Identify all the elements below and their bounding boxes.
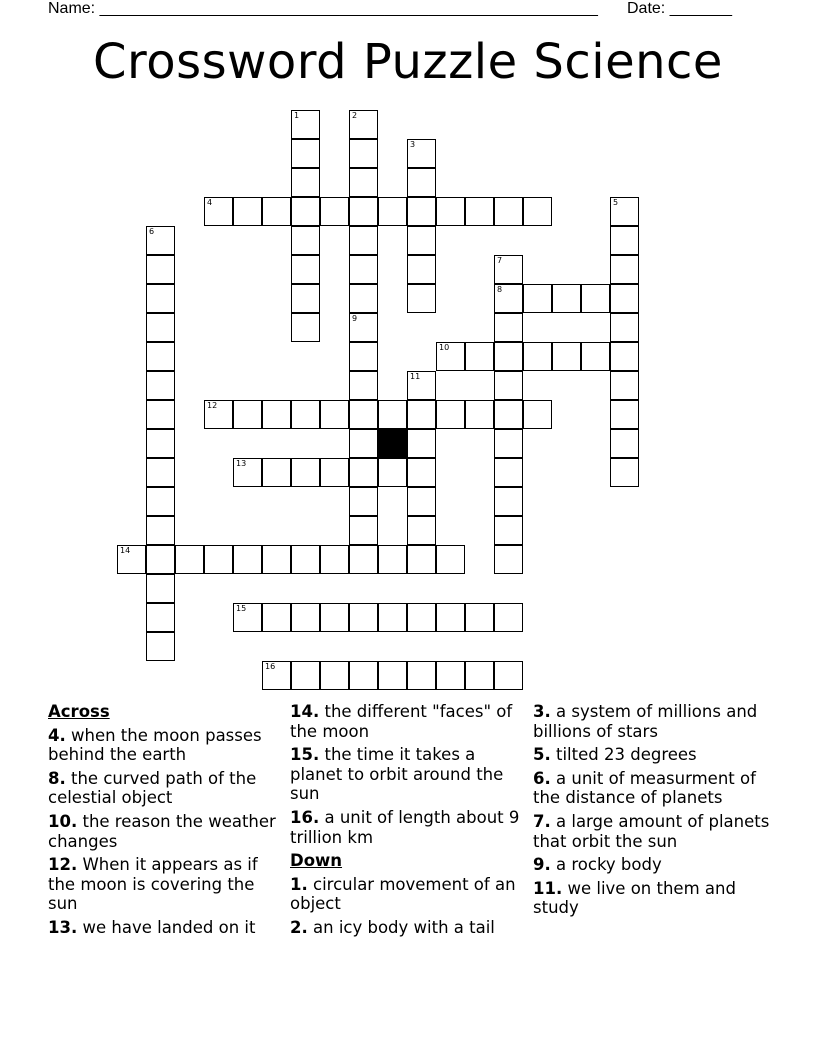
grid-cell[interactable] [146,342,175,371]
grid-cell[interactable] [291,313,320,342]
grid-cell[interactable] [146,429,175,458]
grid-cell[interactable] [349,284,378,313]
grid-cell[interactable] [494,516,523,545]
clue-down-1: 1. circular movement of an object [290,874,516,914]
grid-cell[interactable] [291,139,320,168]
grid-cell[interactable] [523,197,552,226]
clue-down-2: 2. an icy body with a tail [290,917,495,937]
grid-cell[interactable] [291,545,320,574]
clue-across-4: 4. when the moon passes behind the earth [48,725,262,765]
grid-cell[interactable] [494,197,523,226]
grid-cell[interactable] [378,661,407,690]
grid-cell[interactable] [465,603,494,632]
grid-cell[interactable] [291,603,320,632]
grid-cell[interactable] [349,545,378,574]
grid-cell[interactable] [349,661,378,690]
grid-cell[interactable] [146,400,175,429]
grid-cell[interactable] [436,603,465,632]
black-cell [378,429,407,458]
grid-cell[interactable] [146,284,175,313]
grid-cell[interactable] [378,545,407,574]
grid-cell[interactable] [204,400,233,429]
clue-down-7: 7. a large amount of planets that orbit the sun [533,811,770,851]
grid-cell[interactable] [494,313,523,342]
grid-cell[interactable] [146,545,175,574]
grid-cell[interactable] [146,574,175,603]
clue-across-8: 8. the curved path of the celestial object [48,768,257,808]
grid-cell[interactable] [407,487,436,516]
grid-cell[interactable] [494,400,523,429]
grid-cell[interactable] [494,487,523,516]
grid-cell[interactable] [407,429,436,458]
grid-cell[interactable] [552,284,581,313]
clue-down-11: 11. we live on them and study [533,878,736,918]
grid-cell[interactable] [610,429,639,458]
name-field-label: Name: ________________________________________________________ [48,0,598,17]
grid-cell[interactable] [349,400,378,429]
grid-cell[interactable] [407,168,436,197]
clue-number: 11 [410,372,421,381]
grid-cell[interactable] [378,197,407,226]
grid-cell[interactable] [291,661,320,690]
clue-number: 8 [497,285,503,294]
grid-cell[interactable] [581,342,610,371]
grid-cell[interactable] [378,603,407,632]
clue-column-2 [290,702,526,942]
grid-cell[interactable] [291,168,320,197]
grid-cell[interactable] [291,226,320,255]
grid-cell[interactable] [146,226,175,255]
grid-cell[interactable] [291,197,320,226]
grid-cell[interactable] [610,458,639,487]
grid-cell[interactable] [262,545,291,574]
grid-cell[interactable] [494,284,523,313]
clue-number: 6 [149,227,155,236]
grid-cell[interactable] [349,429,378,458]
grid-cell[interactable] [146,603,175,632]
grid-cell[interactable] [407,226,436,255]
grid-cell[interactable] [523,342,552,371]
grid-cell[interactable] [494,255,523,284]
grid-cell[interactable] [262,603,291,632]
grid-cell[interactable] [465,400,494,429]
across-heading: Across [48,702,110,721]
grid-cell[interactable] [436,342,465,371]
grid-cell[interactable] [610,197,639,226]
grid-cell[interactable] [349,226,378,255]
grid-cell[interactable] [349,458,378,487]
clue-across-16: 16. a unit of length about 9 trillion km [290,807,520,847]
grid-cell[interactable] [610,313,639,342]
grid-cell[interactable] [204,545,233,574]
grid-cell[interactable] [233,400,262,429]
grid-cell[interactable] [494,661,523,690]
grid-cell[interactable] [291,458,320,487]
grid-cell[interactable] [320,197,349,226]
clue-number: 5 [613,198,619,207]
grid-cell[interactable] [146,371,175,400]
clue-number: 9 [352,314,358,323]
grid-cell[interactable] [204,197,233,226]
clue-down-9: 9. a rocky body [533,855,662,875]
grid-cell[interactable] [349,313,378,342]
clue-down-5: 5. tilted 23 degrees [533,745,697,765]
grid-cell[interactable] [349,255,378,284]
grid-cell[interactable] [349,516,378,545]
clue-number: 16 [265,662,276,671]
down-heading: Down [290,851,343,871]
grid-cell[interactable] [349,603,378,632]
clue-number: 10 [439,343,450,352]
grid-cell[interactable] [291,400,320,429]
grid-cell[interactable] [494,342,523,371]
clue-across-12: 12. When it appears as if the moon is covering the sun [48,855,258,914]
clue-number: 14 [120,546,131,555]
grid-cell[interactable] [349,110,378,139]
grid-cell[interactable] [233,458,262,487]
clue-number: 15 [236,604,247,613]
grid-cell[interactable] [349,487,378,516]
grid-cell[interactable] [349,371,378,400]
grid-cell[interactable] [233,545,262,574]
clue-number: 1 [294,111,300,120]
clue-number: 3 [410,140,416,149]
grid-cell[interactable] [262,197,291,226]
date-field-label: Date: _______ [627,0,732,17]
grid-cell[interactable] [407,371,436,400]
grid-cell[interactable] [146,313,175,342]
grid-cell[interactable] [407,545,436,574]
grid-cell[interactable] [407,284,436,313]
grid-cell[interactable] [494,371,523,400]
grid-cell[interactable] [349,342,378,371]
clue-across-13: 13. we have landed on it [48,917,256,937]
clue-down-6: 6. a unit of measurment of the distance of planets [533,768,756,808]
grid-cell[interactable] [320,661,349,690]
grid-cell[interactable] [320,400,349,429]
grid-cell[interactable] [610,226,639,255]
grid-cell[interactable] [610,255,639,284]
grid-cell[interactable] [233,603,262,632]
grid-cell[interactable] [436,400,465,429]
grid-cell[interactable] [436,661,465,690]
grid-cell[interactable] [407,458,436,487]
page-title: Crossword Puzzle Science [93,34,723,90]
grid-cell[interactable] [262,400,291,429]
grid-cell[interactable] [146,487,175,516]
clue-column-3 [533,702,773,922]
clue-column-1 [48,702,280,942]
grid-cell[interactable] [436,545,465,574]
grid-cell[interactable] [494,603,523,632]
clue-number: 13 [236,459,247,468]
grid-cell[interactable] [233,197,262,226]
clue-across-14: 14. the different "faces" of the moon [290,702,513,741]
grid-cell[interactable] [320,603,349,632]
clue-number: 4 [207,198,213,207]
grid-cell[interactable] [465,661,494,690]
grid-cell[interactable] [349,168,378,197]
grid-cell[interactable] [465,197,494,226]
grid-cell[interactable] [262,661,291,690]
grid-cell[interactable] [407,400,436,429]
grid-cell[interactable] [494,458,523,487]
grid-cell[interactable] [262,458,291,487]
clue-down-3: 3. a system of millions and billions of stars [533,702,758,741]
grid-cell[interactable] [523,284,552,313]
grid-cell[interactable] [378,458,407,487]
grid-cell[interactable] [407,255,436,284]
grid-cell[interactable] [291,110,320,139]
grid-cell[interactable] [320,458,349,487]
grid-cell[interactable] [320,545,349,574]
grid-cell[interactable] [146,516,175,545]
grid-cell[interactable] [610,284,639,313]
clue-across-10: 10. the reason the weather changes [48,811,276,851]
grid-cell[interactable] [146,632,175,661]
grid-cell[interactable] [581,284,610,313]
grid-cell[interactable] [146,255,175,284]
grid-cell[interactable] [610,400,639,429]
grid-cell[interactable] [610,342,639,371]
grid-cell[interactable] [407,661,436,690]
clue-across-15: 15. the time it takes a planet to orbit around the sun [290,745,504,804]
grid-cell[interactable] [407,516,436,545]
grid-cell[interactable] [436,197,465,226]
grid-cell[interactable] [552,342,581,371]
clue-number: 12 [207,401,218,410]
grid-cell[interactable] [349,197,378,226]
clue-number: 2 [352,111,358,120]
grid-cell[interactable] [610,371,639,400]
grid-cell[interactable] [494,545,523,574]
grid-cell[interactable] [407,139,436,168]
grid-cell[interactable] [378,400,407,429]
grid-cell[interactable] [407,603,436,632]
grid-cell[interactable] [291,284,320,313]
grid-cell[interactable] [523,400,552,429]
grid-cell[interactable] [175,545,204,574]
clue-number: 7 [497,256,503,265]
grid-cell[interactable] [349,139,378,168]
grid-cell[interactable] [291,255,320,284]
grid-cell[interactable] [494,429,523,458]
grid-cell[interactable] [407,197,436,226]
grid-cell[interactable] [146,458,175,487]
grid-cell[interactable] [117,545,146,574]
grid-cell[interactable] [465,342,494,371]
